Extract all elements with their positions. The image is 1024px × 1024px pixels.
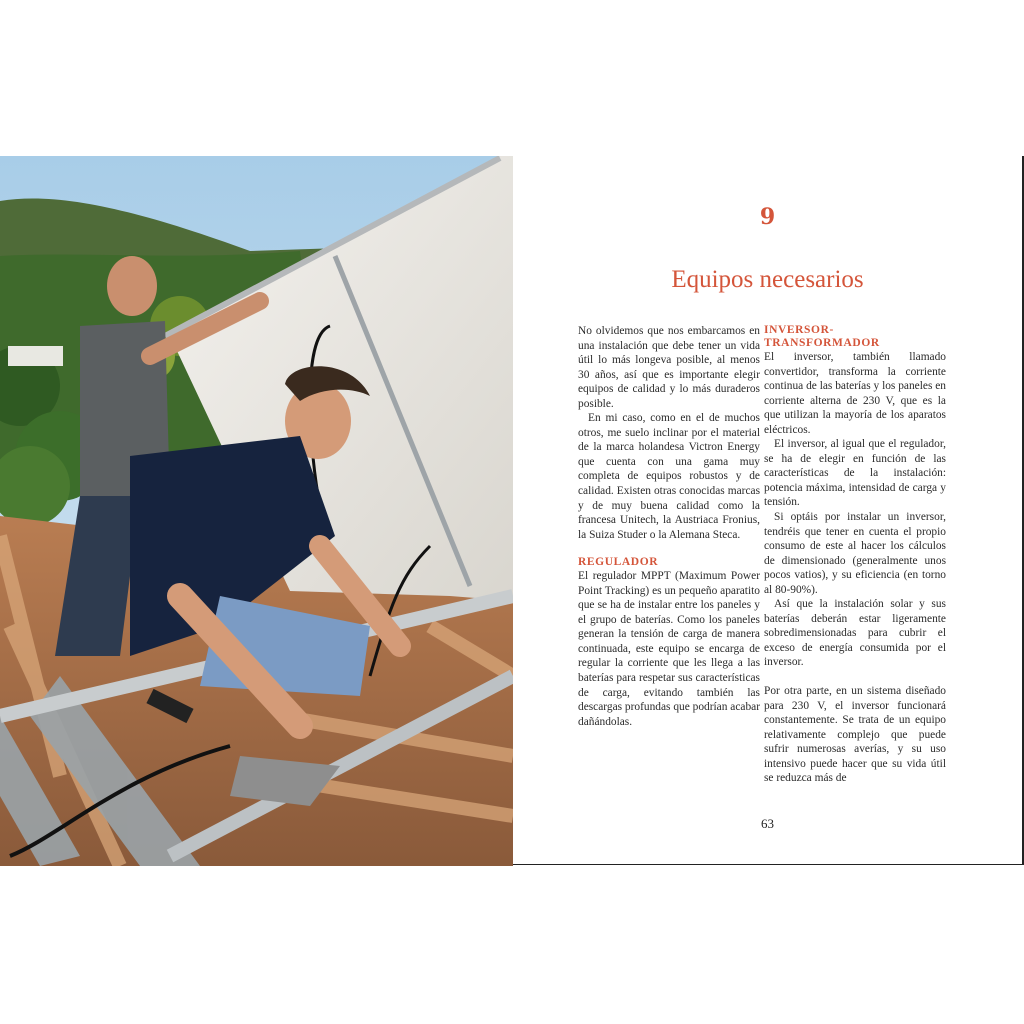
section-heading-regulador: REGULADOR [578, 556, 659, 569]
paragraph: Por otra parte, en un sistema diseñado para 230 V, el inversor funcionará constantemente. Se trata de un equipo relativamente complejo que puede sufrir numerosas averías, y su uso intensivo puede hacer que su vida útil se reduzca más de [764, 685, 946, 785]
paragraph: Así que la instalación solar y sus baterías deberán estar ligeramente sobredimensionadas para cubrir el exceso de energía consumida por el inversor. [764, 598, 946, 669]
page-number: 63 [761, 816, 774, 831]
left-text-column [578, 324, 760, 729]
book-spread [0, 156, 1024, 866]
paragraph: No olvidemos que nos embarcamos en una instalación que debe tener un vida útil lo más longeva posible, al menos 30 años, así que es importante elegir equipos de calidad y lo más duraderos posible. [578, 325, 760, 410]
paragraph: En mi caso, como en el de muchos otros, me suelo inclinar por el material de la marca holandesa Victron Energy que cuenta con una gama muy completa de equipos robustos y de calidad. Existen otras conocidas marcas y de muy buena calidad como la francesa Unitech, la Austriaca Fronius, la Suiza Studer o la Alemana Steca. [578, 412, 760, 541]
solar-installation-photo [0, 156, 513, 866]
paragraph: El inversor, también llamado convertidor, transforma la corriente continua de las baterías y los paneles en corriente alterna de 230 V, que es la que utilizan la mayoría de los aparatos eléctricos. [764, 351, 946, 436]
paragraph: El regulador MPPT (Maximum Power Point Tracking) es un pequeño aparatito que se ha de instalar entre los paneles y el grupo de baterías. Como los paneles generan la tensión de carga de manera continuada, este equipo se encarga de regular la corriente que les llega a las baterías para respetar sus características de carga, evitando también las descargas profundas que podrían acabar dañándolas. [578, 570, 760, 728]
chapter-number: 9 [759, 204, 776, 230]
photo-illustration [0, 156, 513, 866]
right-text-column [764, 324, 946, 786]
paragraph: El inversor, al igual que el regulador, se ha de elegir en función de las características de la instalación: potencia máxima, intensidad de carga y tensión. [764, 438, 946, 509]
section-heading-inversor: INVERSOR-TRANSFORMADOR [764, 324, 880, 349]
paragraph: Si optáis por instalar un inversor, tendréis que tener en cuenta el propio consumo de este al hacer los cálculos de dimensionado (generalmente unos pocos vatios), y su eficiencia (en torno al 80-90%). [764, 511, 946, 596]
text-page [513, 156, 1024, 865]
chapter-title: Equipos necesarios [671, 266, 864, 293]
